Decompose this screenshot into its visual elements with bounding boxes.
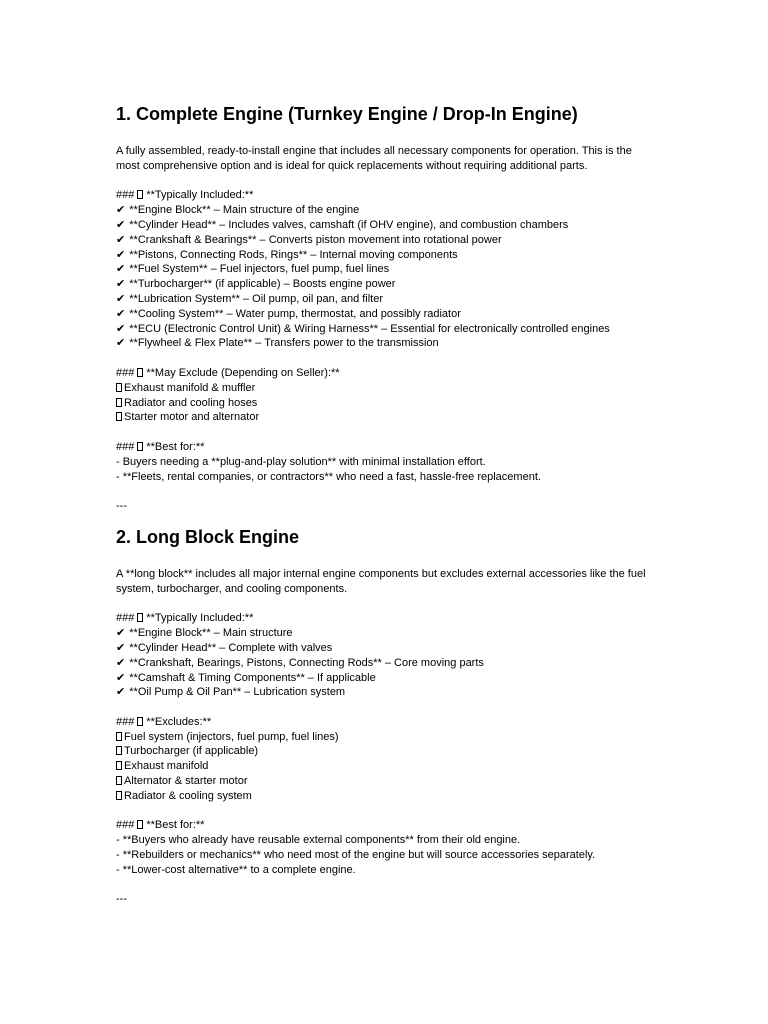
list-item [116, 262, 656, 277]
list-item-text: **Pistons, Connecting Rods, Rings** – Internal moving components [129, 248, 458, 261]
list-item-text: **Cylinder Head** – Complete with valves [129, 641, 333, 654]
list-item-text: **Lubrication System** – Oil pump, oil pan, and filter [129, 292, 384, 305]
missing-glyph-icon [116, 383, 122, 392]
best-for-list [116, 455, 656, 485]
heading-prefix: ### [116, 715, 135, 728]
list-item-text: **Oil Pump & Oil Pan** – Lubrication system [129, 686, 346, 699]
missing-glyph-icon [137, 368, 143, 377]
list-item [116, 774, 656, 789]
list-item: - **Rebuilders or mechanics** who need most of the engine but will source accessories separately. [116, 849, 596, 862]
list-item [116, 730, 656, 745]
list-item-text: **Crankshaft, Bearings, Pistons, Connecting Rods** – Core moving parts [129, 656, 484, 669]
missing-glyph-icon [137, 613, 143, 622]
heading-prefix: ### [116, 819, 135, 832]
checkmark-icon: ✔ [116, 671, 126, 684]
separator: --- [116, 500, 127, 513]
document-page [116, 101, 656, 907]
list-item [116, 248, 656, 263]
checkmark-icon: ✔ [116, 292, 126, 305]
missing-glyph-icon [116, 746, 122, 755]
included-heading [116, 188, 656, 203]
missing-glyph-icon [116, 776, 122, 785]
checkmark-icon: ✔ [116, 263, 126, 276]
excluded-heading [116, 366, 656, 381]
checkmark-icon: ✔ [116, 627, 126, 640]
list-item-text: **Crankshaft & Bearings** – Converts piston movement into rotational power [129, 233, 502, 246]
included-list [116, 626, 656, 700]
missing-glyph-icon [137, 442, 143, 451]
list-item: - **Fleets, rental companies, or contractors** who need a fast, hassle-free replacement. [116, 470, 541, 483]
section-intro: A **long block** includes all major internal engine components but excludes external accessories like the fuel system, turbocharger, and cooling components. [116, 567, 649, 595]
missing-glyph-icon [137, 820, 143, 829]
list-item [116, 292, 656, 307]
heading-prefix: ### [116, 366, 135, 379]
list-item: - **Buyers who already have reusable external components** from their old engine. [116, 834, 521, 847]
excluded-list [116, 730, 656, 804]
best-for-list [116, 833, 656, 877]
heading-prefix: ### [116, 612, 135, 625]
heading-text: **Excludes:** [146, 715, 212, 728]
missing-glyph-icon [137, 190, 143, 199]
checkmark-icon: ✔ [116, 204, 126, 217]
list-item [116, 410, 656, 425]
list-item-text: Radiator and cooling hoses [124, 396, 258, 409]
best-for-heading [116, 818, 656, 833]
section-intro: A fully assembled, ready-to-install engine that includes all necessary components for operation. This is the most comprehensive option and is ideal for quick replacements without requiring additional parts. [116, 145, 635, 172]
missing-glyph-icon [116, 791, 122, 800]
list-item [116, 789, 656, 804]
list-item-text: **ECU (Electronic Control Unit) & Wiring Harness** – Essential for electronically controlled engines [129, 322, 610, 335]
section-complete-engine [116, 101, 656, 514]
checkmark-icon: ✔ [116, 278, 126, 291]
checkmark-icon: ✔ [116, 686, 126, 699]
list-item-text: **Fuel System** – Fuel injectors, fuel pump, fuel lines [129, 263, 390, 276]
list-item [116, 233, 656, 248]
list-item-text: Starter motor and alternator [124, 411, 260, 424]
list-item [116, 671, 656, 686]
excluded-heading [116, 715, 656, 730]
checkmark-icon: ✔ [116, 322, 126, 335]
list-item-text: **Engine Block** – Main structure of the engine [129, 204, 360, 217]
heading-text: **Best for:** [146, 819, 205, 832]
list-item [116, 336, 656, 351]
heading-prefix: ### [116, 189, 135, 202]
missing-glyph-icon [116, 761, 122, 770]
included-heading [116, 611, 656, 626]
list-item [116, 218, 656, 233]
list-item-text: **Engine Block** – Main structure [129, 627, 293, 640]
list-item [116, 641, 656, 656]
list-item-text: **Flywheel & Flex Plate** – Transfers power to the transmission [129, 337, 439, 350]
best-for-heading [116, 440, 656, 455]
list-item [116, 307, 656, 322]
checkmark-icon: ✔ [116, 307, 126, 320]
list-item-text: Alternator & starter motor [124, 775, 248, 788]
section-title: 2. Long Block Engine [116, 526, 300, 547]
missing-glyph-icon [116, 412, 122, 421]
list-item [116, 381, 656, 396]
list-item-text: **Cooling System** – Water pump, thermostat, and possibly radiator [129, 307, 461, 320]
list-item-text: Exhaust manifold & muffler [124, 381, 256, 394]
checkmark-icon: ✔ [116, 337, 126, 350]
heading-text: **May Exclude (Depending on Seller):** [146, 366, 340, 379]
missing-glyph-icon [116, 732, 122, 741]
section-title: 1. Complete Engine (Turnkey Engine / Drop-In Engine) [116, 104, 578, 124]
section-long-block-engine [116, 524, 656, 907]
checkmark-icon: ✔ [116, 641, 126, 654]
list-item: - Buyers needing a **plug-and-play solution** with minimal installation effort. [116, 455, 486, 468]
list-item-text: Fuel system (injectors, fuel pump, fuel lines) [124, 730, 339, 743]
list-item [116, 322, 656, 337]
list-item-text: **Turbocharger** (if applicable) – Boosts engine power [129, 278, 396, 291]
included-list [116, 203, 656, 351]
checkmark-icon: ✔ [116, 233, 126, 246]
excluded-list [116, 381, 656, 425]
list-item [116, 626, 656, 641]
list-item-text: Turbocharger (if applicable) [124, 745, 259, 758]
list-item-text: **Cylinder Head** – Includes valves, camshaft (if OHV engine), and combustion chambers [129, 218, 569, 231]
list-item-text: Radiator & cooling system [124, 789, 252, 802]
list-item-text: **Camshaft & Timing Components** – If applicable [129, 671, 376, 684]
list-item: - **Lower-cost alternative** to a complete engine. [116, 863, 356, 876]
missing-glyph-icon [137, 717, 143, 726]
separator: --- [116, 893, 127, 906]
heading-text: **Typically Included:** [146, 612, 254, 625]
list-item [116, 396, 656, 411]
list-item [116, 744, 656, 759]
heading-text: **Best for:** [146, 440, 205, 453]
list-item-text: Exhaust manifold [124, 760, 209, 773]
checkmark-icon: ✔ [116, 248, 126, 261]
list-item [116, 685, 656, 700]
heading-prefix: ### [116, 440, 135, 453]
list-item [116, 759, 656, 774]
missing-glyph-icon [116, 398, 122, 407]
list-item [116, 656, 656, 671]
checkmark-icon: ✔ [116, 218, 126, 231]
heading-text: **Typically Included:** [146, 189, 254, 202]
list-item [116, 203, 656, 218]
checkmark-icon: ✔ [116, 656, 126, 669]
list-item [116, 277, 656, 292]
